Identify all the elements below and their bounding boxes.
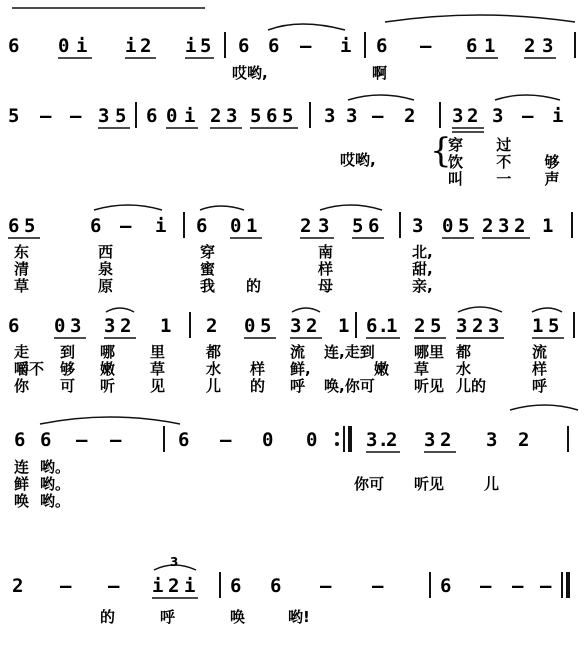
svg-text:—: — <box>372 105 384 127</box>
svg-text:5: 5 <box>250 105 262 127</box>
svg-text:3: 3 <box>492 105 504 127</box>
svg-text:哟。: 哟。 <box>40 458 71 476</box>
svg-text:2: 2 <box>482 215 494 237</box>
svg-text:哟。: 哟。 <box>40 475 71 493</box>
svg-text:—: — <box>480 575 492 597</box>
note: i <box>125 35 137 57</box>
svg-text:东: 东 <box>14 243 30 261</box>
svg-text:2: 2 <box>414 315 426 337</box>
svg-text:3: 3 <box>456 315 468 337</box>
note: 1 <box>484 35 496 57</box>
svg-text:3: 3 <box>412 215 424 237</box>
svg-text:呼: 呼 <box>532 377 548 395</box>
svg-text:5: 5 <box>260 315 272 337</box>
svg-text:2: 2 <box>120 315 132 337</box>
svg-text:里: 里 <box>150 343 166 361</box>
svg-text:的: 的 <box>246 277 262 295</box>
svg-text:嫩: 嫩 <box>374 360 390 378</box>
svg-text:3: 3 <box>346 105 358 127</box>
svg-text:2: 2 <box>12 575 24 597</box>
svg-text:6: 6 <box>178 429 190 451</box>
svg-text:i: i <box>184 575 196 597</box>
note: i <box>185 35 197 57</box>
svg-text:样: 样 <box>532 360 548 378</box>
svg-text:5: 5 <box>458 215 470 237</box>
svg-text:的: 的 <box>100 608 116 626</box>
svg-text:—: — <box>60 575 72 597</box>
note: 3 <box>542 35 554 57</box>
svg-text:到: 到 <box>60 343 76 361</box>
svg-text:1: 1 <box>246 215 258 237</box>
svg-text:—: — <box>108 575 120 597</box>
svg-text:5: 5 <box>352 215 364 237</box>
svg-text:儿: 儿 <box>206 377 222 395</box>
svg-text:唤: 唤 <box>14 492 30 510</box>
staff-line-1 <box>8 35 553 57</box>
svg-text:听: 听 <box>100 377 116 395</box>
svg-text:嚼不: 嚼不 <box>14 360 45 378</box>
svg-text:—: — <box>70 105 82 127</box>
note: 2 <box>140 35 152 57</box>
svg-text:3: 3 <box>104 315 116 337</box>
svg-text:0: 0 <box>262 429 274 451</box>
svg-text:嫩: 嫩 <box>100 360 116 378</box>
svg-text:0: 0 <box>306 429 318 451</box>
svg-text:3: 3 <box>498 215 510 237</box>
svg-text:儿: 儿 <box>484 475 500 493</box>
svg-text:样: 样 <box>318 260 334 278</box>
svg-text:叫 一 声: 叫 一 声 <box>448 170 574 188</box>
svg-text:都: 都 <box>456 343 472 361</box>
svg-text:亲,: 亲, <box>412 277 433 295</box>
note: 2 <box>524 35 536 57</box>
svg-text:0: 0 <box>54 315 66 337</box>
svg-text:泉: 泉 <box>98 260 114 278</box>
svg-text:3: 3 <box>318 215 330 237</box>
svg-text:i: i <box>152 575 164 597</box>
svg-text:北,: 北, <box>412 243 433 261</box>
svg-text:2: 2 <box>300 215 312 237</box>
svg-text:你可: 你可 <box>354 475 385 493</box>
svg-text:3: 3 <box>290 315 302 337</box>
svg-text:饮 不 够: 饮 不 够 <box>448 153 574 171</box>
svg-text:够: 够 <box>60 360 76 378</box>
svg-text:—: — <box>40 105 52 127</box>
svg-text:流: 流 <box>290 343 306 361</box>
svg-text:5: 5 <box>24 215 36 237</box>
svg-text:连,走到: 连,走到 <box>324 343 375 361</box>
svg-text:都: 都 <box>206 343 222 361</box>
svg-text:5: 5 <box>115 105 127 127</box>
svg-text:3: 3 <box>324 105 336 127</box>
svg-text:听见: 听见 <box>414 377 445 395</box>
svg-text:2: 2 <box>210 105 222 127</box>
svg-text:0: 0 <box>442 215 454 237</box>
svg-text:2: 2 <box>168 575 180 597</box>
note: 0 <box>58 35 70 57</box>
svg-text:i: i <box>184 105 196 127</box>
svg-text:5: 5 <box>282 105 294 127</box>
svg-text:水: 水 <box>456 360 472 378</box>
note: — <box>300 35 312 57</box>
svg-text:南: 南 <box>318 243 334 261</box>
svg-text:6: 6 <box>146 105 158 127</box>
svg-text:1: 1 <box>532 315 544 337</box>
svg-text:6: 6 <box>40 429 52 451</box>
svg-text:5: 5 <box>548 315 560 337</box>
svg-text:甜,: 甜, <box>412 260 433 278</box>
svg-text:0: 0 <box>166 105 178 127</box>
svg-text:草: 草 <box>414 360 430 378</box>
note: 6 <box>466 35 478 57</box>
svg-text:鲜: 鲜 <box>14 475 30 493</box>
svg-text:流: 流 <box>532 343 548 361</box>
svg-text:哪: 哪 <box>100 343 116 361</box>
svg-text:哎哟,: 哎哟, <box>340 151 376 169</box>
svg-text:哟!: 哟! <box>288 608 310 626</box>
svg-text:2: 2 <box>518 429 530 451</box>
svg-text:呼: 呼 <box>290 377 306 395</box>
svg-text:原: 原 <box>98 277 114 295</box>
svg-text:3: 3 <box>70 315 82 337</box>
svg-text:1: 1 <box>386 315 398 337</box>
svg-text:哪里: 哪里 <box>414 343 445 361</box>
svg-text:6: 6 <box>368 215 380 237</box>
svg-text:2: 2 <box>440 429 452 451</box>
svg-text:6.: 6. <box>366 315 389 337</box>
svg-text:清: 清 <box>14 260 30 278</box>
svg-text:3: 3 <box>452 105 464 127</box>
svg-text:—: — <box>220 429 232 451</box>
svg-text:{: { <box>430 131 452 171</box>
svg-text:3: 3 <box>98 105 110 127</box>
svg-text:6: 6 <box>8 315 20 337</box>
svg-text:3: 3 <box>226 105 238 127</box>
svg-text:1: 1 <box>160 315 172 337</box>
svg-text:见: 见 <box>150 377 166 395</box>
svg-text:3: 3 <box>170 555 179 569</box>
svg-text:3: 3 <box>486 429 498 451</box>
svg-text:你: 你 <box>14 377 30 395</box>
svg-text:5: 5 <box>8 105 20 127</box>
svg-text:6: 6 <box>230 575 242 597</box>
svg-text:—: — <box>372 575 384 597</box>
svg-text:2: 2 <box>386 429 398 451</box>
svg-text:穿 过: 穿 过 <box>448 136 526 154</box>
svg-text:的: 的 <box>250 377 266 395</box>
lyric-1b: 啊 <box>372 64 388 82</box>
svg-text:2: 2 <box>404 105 416 127</box>
svg-text:蜜: 蜜 <box>200 260 216 278</box>
svg-text:呼: 呼 <box>160 608 176 626</box>
svg-text:唤: 唤 <box>230 608 246 626</box>
svg-text:听见: 听见 <box>414 475 445 493</box>
svg-text:3: 3 <box>424 429 436 451</box>
note: 6 <box>376 35 388 57</box>
svg-text:母: 母 <box>318 277 334 295</box>
svg-text:6: 6 <box>14 429 26 451</box>
svg-text:水: 水 <box>206 360 222 378</box>
svg-text:6: 6 <box>266 105 278 127</box>
svg-text:3.: 3. <box>366 429 389 451</box>
svg-text:可: 可 <box>60 377 76 395</box>
note: i <box>340 35 352 57</box>
note: 6 <box>238 35 250 57</box>
svg-text:i: i <box>155 215 167 237</box>
svg-text:6: 6 <box>440 575 452 597</box>
note: — <box>420 35 432 57</box>
svg-text:样: 样 <box>250 360 266 378</box>
svg-text:—: — <box>320 575 332 597</box>
svg-text:i: i <box>552 105 564 127</box>
svg-text:2: 2 <box>472 315 484 337</box>
svg-text:1: 1 <box>542 215 554 237</box>
svg-text:—: — <box>110 429 122 451</box>
svg-text:我: 我 <box>200 277 216 295</box>
svg-text:—: — <box>120 215 132 237</box>
svg-text:穿: 穿 <box>200 243 216 261</box>
svg-text:6: 6 <box>270 575 282 597</box>
svg-text:3: 3 <box>488 315 500 337</box>
svg-text:2: 2 <box>467 105 479 127</box>
svg-text:—: — <box>522 105 534 127</box>
svg-text:鲜,: 鲜, <box>290 360 311 378</box>
svg-text:6: 6 <box>8 215 20 237</box>
svg-text:唤,你可: 唤,你可 <box>324 377 375 395</box>
svg-text:草: 草 <box>150 360 166 378</box>
svg-text:—: — <box>512 575 524 597</box>
lyric-1: 哎哟, <box>232 64 268 82</box>
note: i <box>76 35 88 57</box>
staff-line-2 <box>8 105 563 127</box>
svg-text:5: 5 <box>430 315 442 337</box>
svg-text:哟。: 哟。 <box>40 492 71 510</box>
svg-text:2: 2 <box>306 315 318 337</box>
svg-text:0: 0 <box>244 315 256 337</box>
svg-text:—: — <box>540 575 552 597</box>
svg-text:儿的: 儿的 <box>456 377 487 395</box>
note: 6 <box>268 35 280 57</box>
svg-text:0: 0 <box>230 215 242 237</box>
svg-text:2: 2 <box>514 215 526 237</box>
svg-text:6: 6 <box>90 215 102 237</box>
note: 5 <box>200 35 212 57</box>
svg-text:走: 走 <box>14 343 30 361</box>
svg-text:连: 连 <box>14 458 30 476</box>
note: 6 <box>8 35 20 57</box>
svg-text:西: 西 <box>98 243 114 261</box>
svg-text:1: 1 <box>338 315 350 337</box>
svg-text:—: — <box>76 429 88 451</box>
svg-text:6: 6 <box>196 215 208 237</box>
svg-text:2: 2 <box>206 315 218 337</box>
svg-text:草: 草 <box>14 277 30 295</box>
